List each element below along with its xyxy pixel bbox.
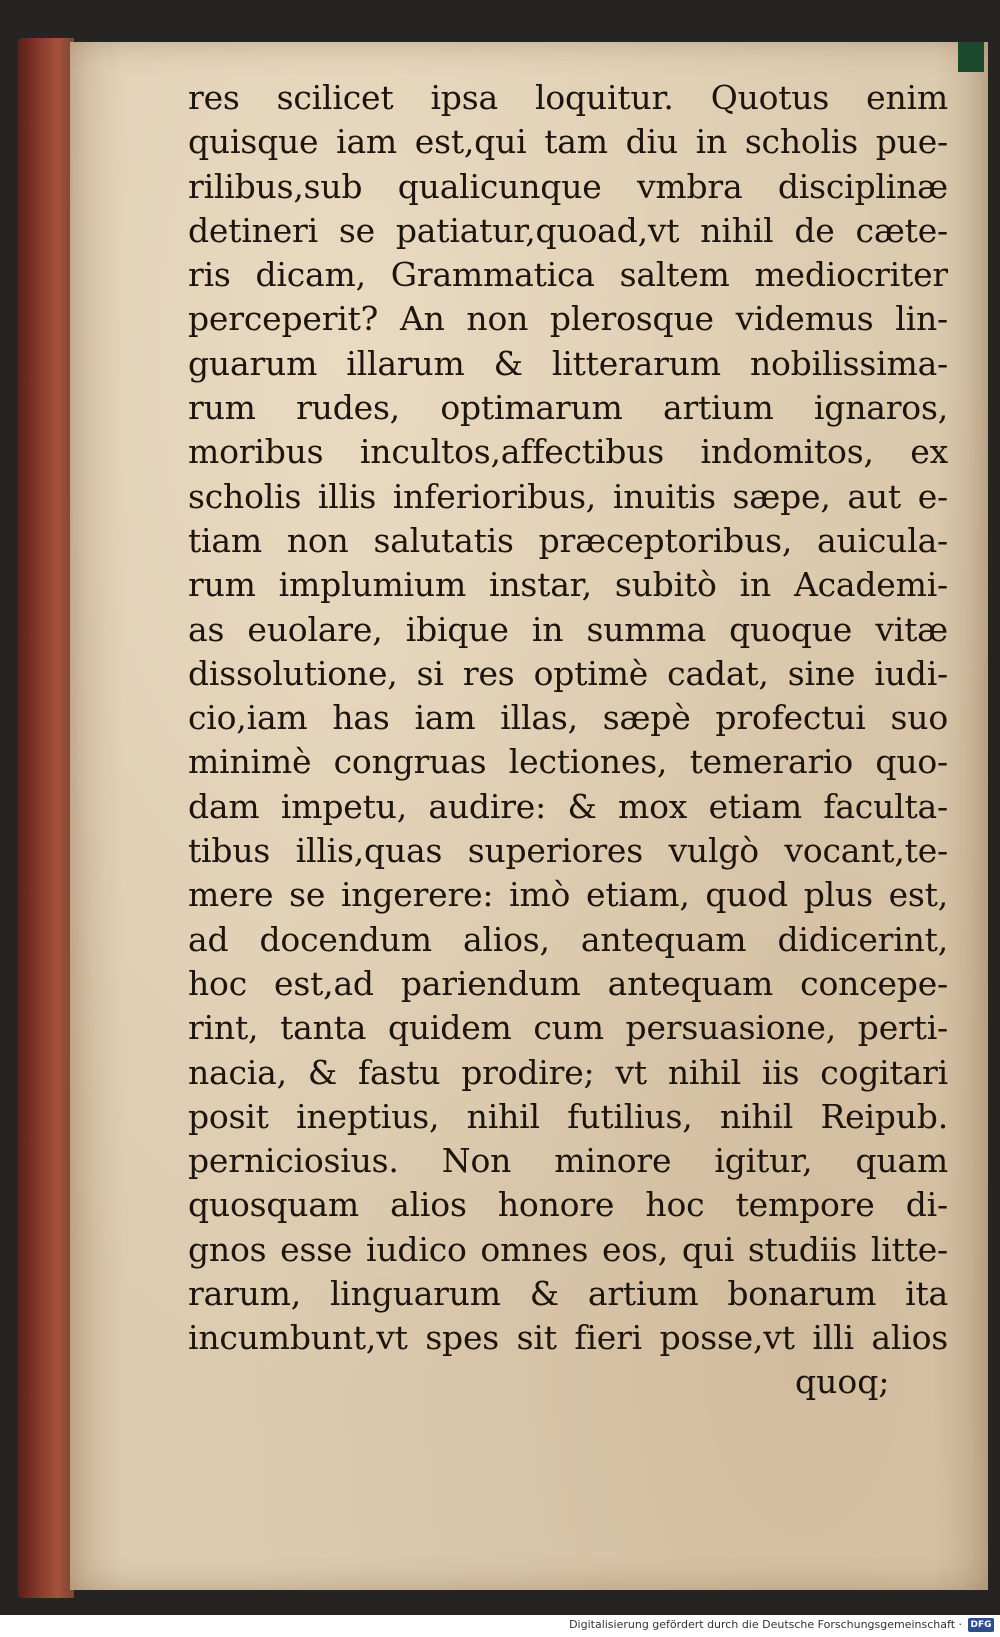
text-line: as euolare, ibique in summa quoque vitæ [188,609,948,649]
text-line: quisque iam est,qui tam diu in scholis pue- [188,122,948,162]
text-line: perceperit? An non plerosque videmus lin- [188,299,948,339]
text-line: minimè congruas lectiones, temerario quo- [188,742,948,782]
catchword: quoq; [795,1362,890,1401]
text-line: rum implumium instar, subitò in Academi- [188,565,948,605]
text-line: cio,iam has iam illas, sæpè profectui suo [188,698,948,738]
text-line: nacia, & fastu prodire; vt nihil iis cogitari [188,1052,948,1092]
text-line: rilibus,sub qualicunque vmbra disciplinæ [188,166,948,206]
dfg-logo-icon: DFG [968,1618,994,1632]
page-text-block [188,76,948,1361]
bookmark-ribbon [958,42,984,72]
text-line: dam impetu, audire: & mox etiam faculta- [188,786,948,826]
text-line: rint, tanta quidem cum persuasione, perti- [188,1008,948,1048]
text-line: tibus illis,quas superiores vulgò vocant,te- [188,831,948,871]
text-line: tiam non salutatis præceptoribus, auicula- [188,520,948,560]
text-line: dissolutione, si res optimè cadat, sine iudi- [188,653,948,693]
digitization-footer [0,1615,1000,1637]
text-line: res scilicet ipsa loquitur. Quotus enim [188,78,948,117]
text-line: perniciosius. Non minore igitur, quam [188,1141,948,1181]
text-line: hoc est,ad pariendum antequam concepe- [188,963,948,1003]
text-line: scholis illis inferioribus, inuitis sæpe, aut e- [188,476,948,516]
text-line: quosquam alios honore hoc tempore di- [188,1185,948,1225]
text-line: gnos esse iudico omnes eos, qui studiis litte- [188,1229,948,1269]
text-line: moribus incultos,affectibus indomitos, ex [188,432,948,472]
text-line: rum rudes, optimarum artium ignaros, [188,388,948,428]
text-line: mere se ingerere: imò etiam, quod plus est, [188,875,948,915]
book-binding-edge [18,38,74,1598]
footer-credit: Digitalisierung gefördert durch die Deutsche Forschungsgemeinschaft · [569,1618,962,1631]
text-line: ris dicam, Grammatica saltem mediocriter [188,255,948,295]
text-line: posit ineptius, nihil futilius, nihil Reipub. [188,1096,948,1136]
text-line: guarum illarum & litterarum nobilissima- [188,343,948,383]
text-line: incumbunt,vt spes sit fieri posse,vt illi alios [188,1318,948,1358]
text-line: rarum, linguarum & artium bonarum ita [188,1274,948,1314]
text-line: detineri se patiatur,quoad,vt nihil de cæte- [188,210,948,250]
text-line: ad docendum alios, antequam didicerint, [188,919,948,959]
